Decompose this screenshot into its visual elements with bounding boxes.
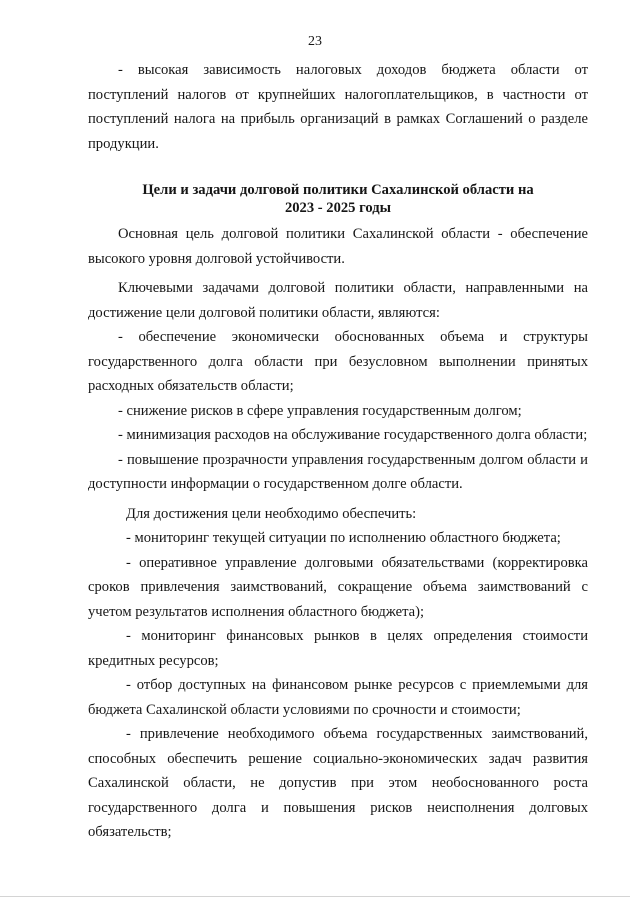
list-item-borrowing: - привлечение необходимого объема государственных заимствований, способных обеспечить решение социально-экономических задач развития Сахалинской области, не допустив при этом необоснованного роста государственного долга и повышения рисков неисполнения долговых обязательств; <box>88 726 588 840</box>
list-item-cost-minimization: - минимизация расходов на обслуживание государственного долга области; <box>118 427 588 443</box>
list-item-operational-management: - оперативное управление долговыми обязательствами (корректировка сроков привлечения заимствований, сокращение объема заимствований с учетом результатов исполнения областного бюджета); <box>88 554 588 620</box>
intro-block <box>88 58 588 156</box>
list-item-transparency: - повышение прозрачности управления государственным долгом области и доступности информации о государственном долге области. <box>88 451 588 492</box>
scan-edge-line <box>0 896 630 897</box>
list-item-budget-monitoring: - мониторинг текущей ситуации по исполнению областного бюджета; <box>126 530 561 546</box>
section-heading-line-2: 2023 - 2025 годы <box>284 200 392 216</box>
section-heading <box>88 181 588 217</box>
list-item-market-monitoring: - мониторинг финансовых рынков в целях определения стоимости кредитных ресурсов; <box>88 628 588 669</box>
list-item-resource-selection: - отбор доступных на финансовом рынке ресурсов с приемлемыми для бюджета Сахалинской области условиями по срочности и стоимости; <box>88 677 588 718</box>
paragraph-key-tasks-intro: Ключевыми задачами долговой политики области, направленными на достижение цели долговой политики области, являются: <box>88 280 588 321</box>
list-item-debt-structure: - обеспечение экономически обоснованных объема и структуры государственного долга области при безусловном выполнении принятых расходных обязательств области; <box>88 329 588 394</box>
section-heading-line-1: Цели и задачи долговой политики Сахалинской области на <box>142 182 534 198</box>
paragraph-measures-intro: Для достижения цели необходимо обеспечить: <box>126 505 417 522</box>
paragraph-main-goal: Основная цель долговой политики Сахалинской области - обеспечение высокого уровня долговой устойчивости. <box>88 226 588 267</box>
list-item-risk-reduction: - снижение рисков в сфере управления государственным долгом; <box>118 402 522 419</box>
intro-paragraph: - высокая зависимость налоговых доходов бюджета области от поступлений налогов от крупнейших налогоплательщиков, в частности от поступлений налога на прибыль организаций в рамках Соглашений о разделе продукции. <box>88 62 588 152</box>
body-text <box>88 222 588 845</box>
page-number: 23 <box>308 34 322 49</box>
